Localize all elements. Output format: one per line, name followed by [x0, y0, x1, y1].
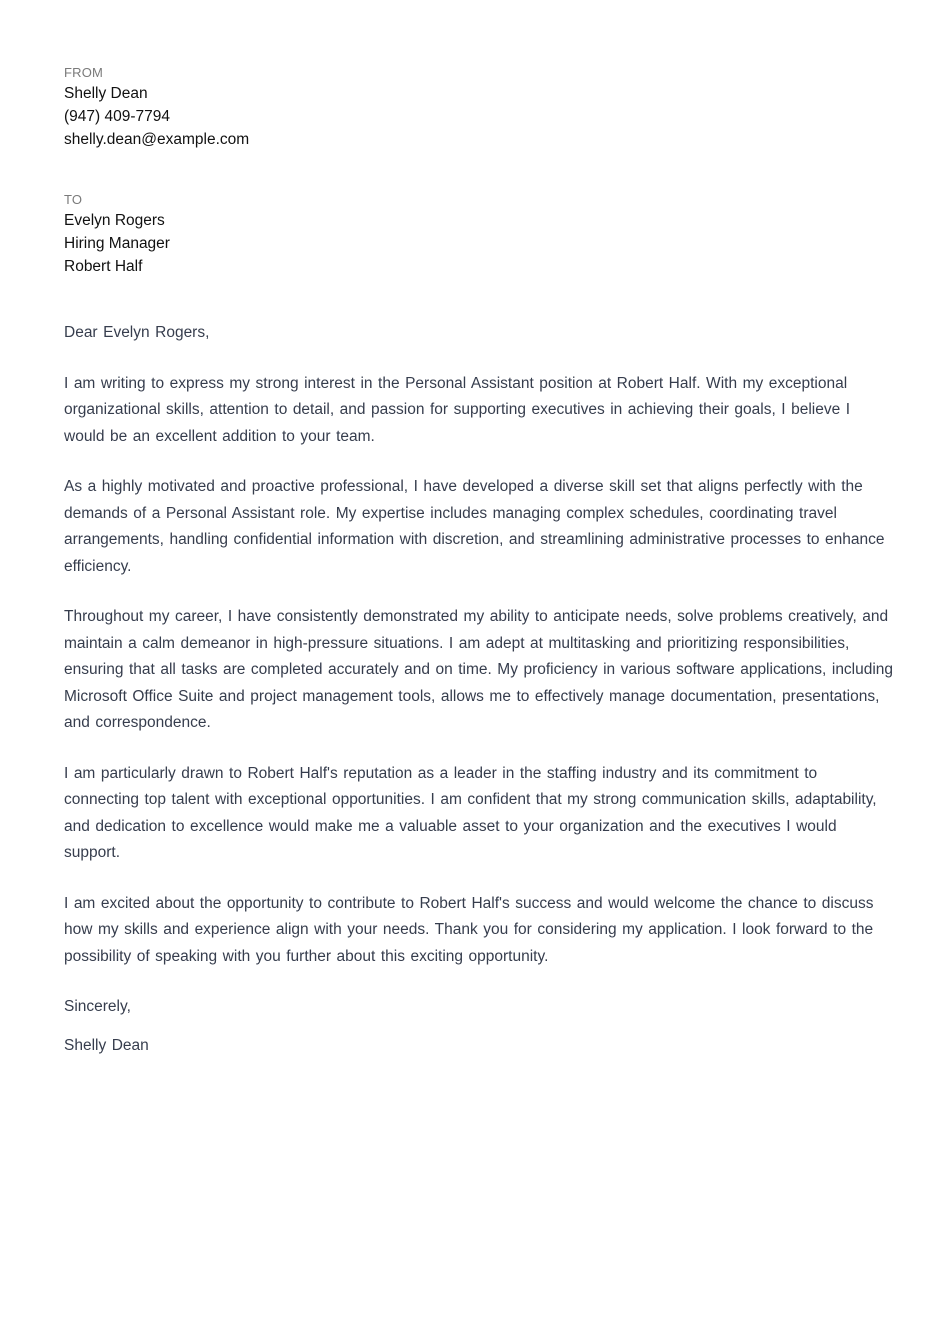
sender-block	[64, 64, 249, 151]
recipient-title: Hiring Manager	[64, 235, 170, 252]
recipient-company: Robert Half	[64, 258, 143, 275]
letter-paragraph: I am writing to express my strong interest in the Personal Assistant position at Robert Half. With my exceptional organizational skills, attention to detail, and passion for supporting executives in achieving their goals, I believe I would be an excellent addition to your team.	[64, 374, 851, 445]
sender-phone: (947) 409-7794	[64, 108, 170, 125]
recipient-name: Evelyn Rogers	[64, 212, 165, 229]
to-label: TO	[64, 192, 83, 207]
letter-paragraph: I am excited about the opportunity to contribute to Robert Half's success and would welcome the chance to discuss how my skills and experience align with your needs. Thank you for considering my application. I look forward to the possibility of speaking with you further about this exciting opportunity.	[64, 894, 874, 965]
letter-paragraph: As a highly motivated and proactive professional, I have developed a diverse skill set that aligns perfectly with the demands of a Personal Assistant role. My expertise includes managing complex schedules, coordinating travel arrangements, handling confidential information with discretion, and streamlining administrative processes to enhance efficiency.	[64, 478, 885, 575]
letter-paragraph: I am particularly drawn to Robert Half's reputation as a leader in the staffing industry and its commitment to connecting top talent with exceptional opportunities. I am confident that my strong communication skills, adaptability, and dedication to excellence would make me a valuable asset to your organization and the executives I would support.	[64, 764, 877, 861]
sender-email: shelly.dean@example.com	[64, 131, 250, 148]
letter-greeting: Dear Evelyn Rogers,	[64, 324, 210, 341]
letter-closing: Sincerely,	[64, 998, 131, 1015]
sender-name: Shelly Dean	[64, 85, 148, 102]
recipient-block	[64, 191, 170, 278]
letter-signature: Shelly Dean	[64, 1036, 149, 1054]
letter-paragraph: Throughout my career, I have consistently demonstrated my ability to anticipate needs, solve problems creatively, and maintain a calm demeanor in high-pressure situations. I am adept at multitasking and prioritizing responsibilities, ensuring that all tasks are completed accurately and on time. My proficiency in various software applications, including Microsoft Office Suite and project management tools, allows me to effectively manage documentation, presentations, and correspondence.	[64, 608, 894, 731]
from-label: FROM	[64, 65, 104, 80]
letter-body	[64, 320, 894, 1059]
